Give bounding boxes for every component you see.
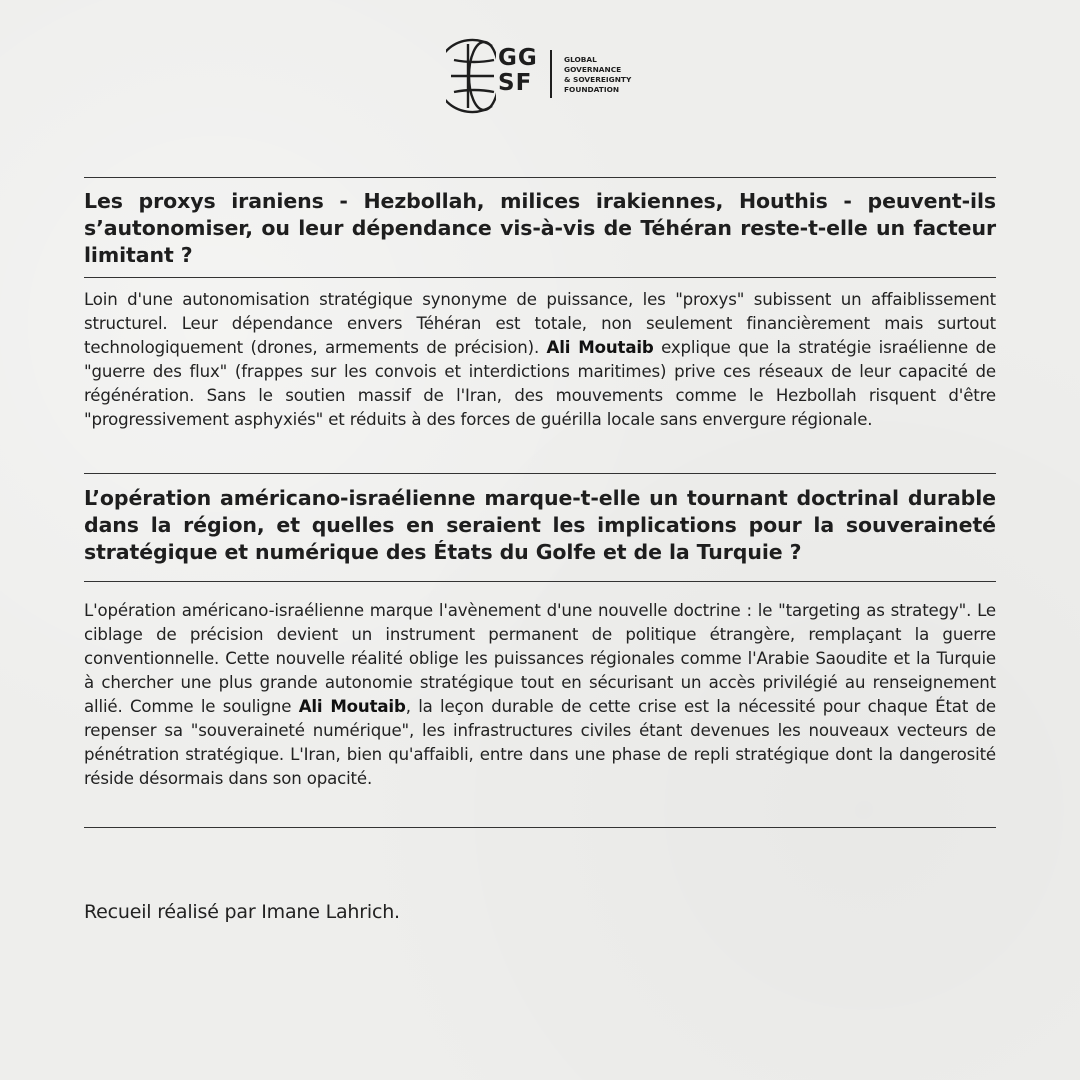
logo-name-line: FOUNDATION (564, 85, 620, 94)
author-name: Ali Moutaib (298, 697, 406, 716)
logo-name (564, 55, 654, 95)
question-2: L’opération américano-israélienne marque-t-elle un tournant doctrinal durable dans la région, et quelles en seraient les implications pour la souveraineté stratégique et numérique des États du Golfe et de la Turquie ? (84, 486, 996, 564)
question-1: Les proxys iraniens - Hezbollah, milices irakiennes, Houthis - peuvent-ils s’autonomiser, ou leur dépendance vis-à-vis de Téhéran reste-t-elle un facteur limitant ? (84, 189, 996, 267)
logo-mark-bottom: SF (498, 70, 533, 96)
divider (84, 473, 996, 474)
logo-mark-top: GG (498, 45, 538, 71)
divider (84, 827, 996, 828)
credit-line: Recueil réalisé par Imane Lahrich. (84, 901, 400, 923)
answer-text: explique que la stratégie israélienne de "guerre des flux" (frappes sur les convois et interdictions maritimes) prive ces réseaux de leur capacité de régénération. Sans le soutien massif de l'Iran, des mouvements comme le Hezbollah risquent d'être "progressivement asphyxiés" et réduits à des forces de guérilla locale sans envergure régionale. (84, 338, 996, 429)
globe-icon (446, 38, 496, 114)
answer-text: L'opération américano-israélienne marque l'avènement d'une nouvelle doctrine : le "targeting as strategy". Le ciblage de précision devient un instrument permanent de politique étrangère, remplaçant la guerre conventionnelle. Cette nouvelle réalité oblige les puissances régionales comme l'Arabie Saoudite et la Turquie à chercher une plus grande autonomie stratégique tout en sécurisant un accès privilégié au renseignement allié. Comme le souligne (84, 601, 996, 716)
divider (84, 177, 996, 178)
divider (84, 581, 996, 582)
logo-name-line: GLOBAL (564, 55, 597, 64)
ggsf-logo (446, 38, 632, 114)
answer-1 (84, 288, 996, 432)
logo-divider (550, 50, 552, 98)
answer-2 (84, 599, 996, 791)
logo-name-line: & SOVEREIGNTY (564, 75, 632, 84)
divider (84, 277, 996, 278)
answer-text: , la leçon durable de cette crise est la nécessité pour chaque État de repenser sa "souveraineté numérique", les infrastructures civiles étant devenues les nouveaux vecteurs de pénétration stratégique. L'Iran, bien qu'affaibli, entre dans une phase de repli stratégique dont la dangerosité réside désormais dans son opacité. (84, 697, 996, 788)
logo-mark (498, 46, 542, 96)
answer-text: Loin d'une autonomisation stratégique synonyme de puissance, les "proxys" subissent un affaiblissement structurel. Leur dépendance envers Téhéran est totale, non seulement financièrement mais surtout technologiquement (drones, armements de précision). (84, 290, 996, 357)
logo-name-line: GOVERNANCE (564, 65, 622, 74)
author-name: Ali Moutaib (546, 338, 654, 357)
